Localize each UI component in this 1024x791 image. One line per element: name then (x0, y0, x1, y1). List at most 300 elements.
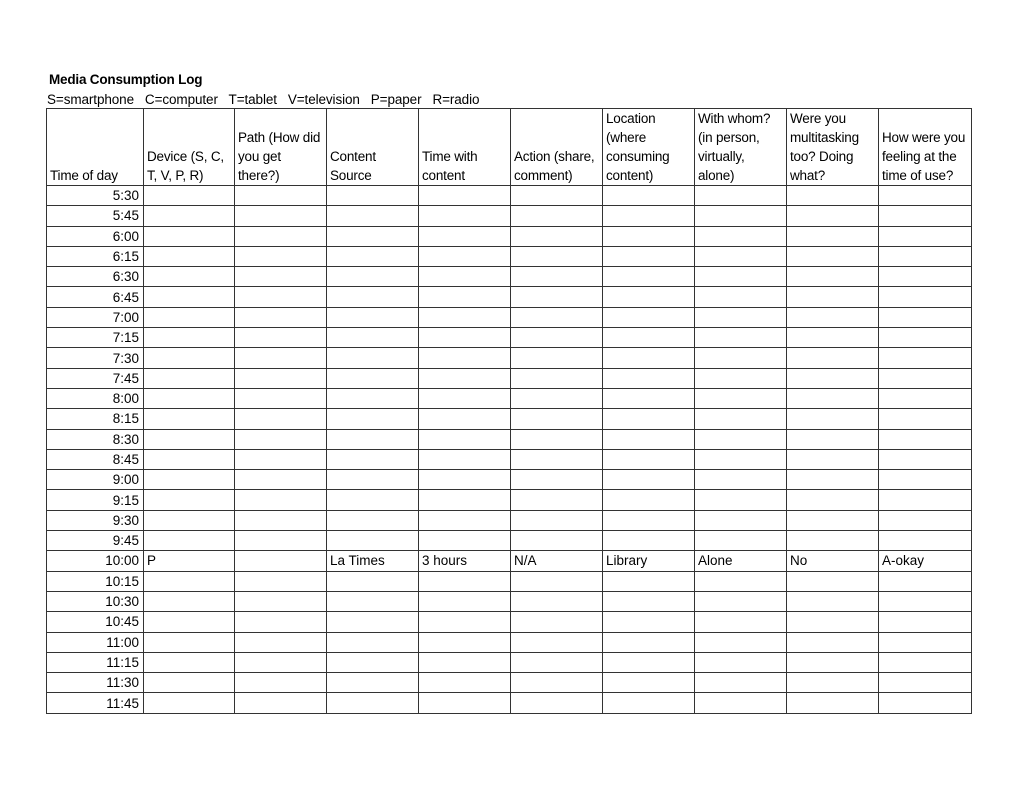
cell-location[interactable] (603, 510, 695, 530)
column-header-feeling: How were you feeling at the time of use? (879, 109, 972, 186)
table-row (47, 206, 972, 226)
table-row (47, 510, 972, 530)
cell-action[interactable] (511, 388, 603, 408)
table-row (47, 531, 972, 551)
cell-path[interactable] (235, 652, 327, 672)
cell-action[interactable] (511, 287, 603, 307)
cell-time-with-content[interactable] (419, 470, 511, 490)
cell-multitasking[interactable] (787, 226, 879, 246)
cell-path[interactable] (235, 510, 327, 530)
cell-time-of-day: 9:00 (47, 470, 144, 490)
cell-with-whom[interactable] (695, 267, 787, 287)
cell-action[interactable] (511, 693, 603, 713)
cell-content-source[interactable] (327, 470, 419, 490)
cell-device[interactable] (144, 693, 235, 713)
cell-time-of-day: 10:30 (47, 591, 144, 611)
cell-feeling[interactable] (879, 449, 972, 469)
cell-location[interactable] (603, 206, 695, 226)
cell-time-with-content[interactable] (419, 449, 511, 469)
table-row (47, 409, 972, 429)
cell-content-source[interactable] (327, 287, 419, 307)
cell-time-of-day: 11:30 (47, 673, 144, 693)
cell-action[interactable] (511, 348, 603, 368)
cell-device[interactable] (144, 531, 235, 551)
cell-multitasking[interactable] (787, 186, 879, 206)
cell-content-source[interactable] (327, 510, 419, 530)
cell-multitasking[interactable] (787, 206, 879, 226)
cell-time-of-day: 9:45 (47, 531, 144, 551)
cell-time-with-content[interactable] (419, 693, 511, 713)
table-row (47, 226, 972, 246)
column-header-action: Action (share, comment) (511, 109, 603, 186)
cell-time-of-day: 6:45 (47, 287, 144, 307)
cell-time-of-day: 6:00 (47, 226, 144, 246)
cell-with-whom[interactable] (695, 612, 787, 632)
cell-time-of-day: 9:30 (47, 510, 144, 530)
media-log-table (46, 108, 972, 714)
cell-feeling[interactable] (879, 368, 972, 388)
cell-feeling[interactable] (879, 632, 972, 652)
cell-path[interactable] (235, 449, 327, 469)
table-row (47, 307, 972, 327)
table-row (47, 449, 972, 469)
cell-device[interactable] (144, 429, 235, 449)
cell-multitasking[interactable] (787, 246, 879, 266)
cell-device[interactable] (144, 368, 235, 388)
cell-location[interactable] (603, 571, 695, 591)
cell-with-whom[interactable] (695, 490, 787, 510)
cell-path[interactable] (235, 267, 327, 287)
cell-content-source[interactable] (327, 267, 419, 287)
cell-action[interactable] (511, 470, 603, 490)
cell-device[interactable] (144, 490, 235, 510)
cell-with-whom[interactable] (695, 368, 787, 388)
cell-time-with-content[interactable] (419, 388, 511, 408)
cell-time-with-content[interactable] (419, 652, 511, 672)
cell-path[interactable] (235, 287, 327, 307)
cell-time-of-day: 11:00 (47, 632, 144, 652)
cell-time-with-content[interactable] (419, 591, 511, 611)
cell-with-whom[interactable] (695, 206, 787, 226)
cell-path[interactable] (235, 368, 327, 388)
cell-with-whom[interactable] (695, 388, 787, 408)
cell-content-source[interactable] (327, 226, 419, 246)
cell-path[interactable] (235, 206, 327, 226)
table-row (47, 287, 972, 307)
cell-device[interactable]: P (144, 551, 235, 571)
cell-device[interactable] (144, 328, 235, 348)
cell-multitasking[interactable]: No (787, 551, 879, 571)
cell-location[interactable] (603, 490, 695, 510)
cell-feeling[interactable] (879, 226, 972, 246)
column-header-path: Path (How did you get there?) (235, 109, 327, 186)
cell-time-with-content[interactable] (419, 287, 511, 307)
cell-feeling[interactable] (879, 409, 972, 429)
cell-feeling[interactable] (879, 287, 972, 307)
cell-feeling[interactable] (879, 612, 972, 632)
cell-device[interactable] (144, 470, 235, 490)
table-row (47, 551, 972, 571)
cell-action[interactable] (511, 267, 603, 287)
cell-path[interactable] (235, 612, 327, 632)
cell-multitasking[interactable] (787, 368, 879, 388)
cell-device[interactable] (144, 571, 235, 591)
cell-device[interactable] (144, 267, 235, 287)
cell-path[interactable] (235, 571, 327, 591)
cell-location[interactable] (603, 632, 695, 652)
cell-location[interactable] (603, 368, 695, 388)
cell-time-with-content[interactable] (419, 307, 511, 327)
table-row (47, 470, 972, 490)
cell-content-source[interactable] (327, 409, 419, 429)
cell-content-source[interactable] (327, 429, 419, 449)
cell-content-source[interactable] (327, 206, 419, 226)
cell-device[interactable] (144, 287, 235, 307)
cell-feeling[interactable] (879, 307, 972, 327)
cell-feeling[interactable] (879, 348, 972, 368)
cell-action[interactable] (511, 510, 603, 530)
cell-device[interactable] (144, 206, 235, 226)
cell-action[interactable] (511, 328, 603, 348)
cell-action[interactable] (511, 632, 603, 652)
cell-path[interactable] (235, 307, 327, 327)
cell-path[interactable] (235, 246, 327, 266)
cell-multitasking[interactable] (787, 307, 879, 327)
cell-location[interactable] (603, 388, 695, 408)
cell-time-of-day: 10:00 (47, 551, 144, 571)
cell-content-source[interactable] (327, 490, 419, 510)
column-header-multitasking: Were you multitasking too? Doing what? (787, 109, 879, 186)
cell-location[interactable] (603, 673, 695, 693)
cell-multitasking[interactable] (787, 287, 879, 307)
cell-action[interactable] (511, 368, 603, 388)
cell-device[interactable] (144, 388, 235, 408)
cell-time-of-day: 7:15 (47, 328, 144, 348)
cell-device[interactable] (144, 186, 235, 206)
table-row (47, 186, 972, 206)
cell-content-source[interactable] (327, 388, 419, 408)
cell-device[interactable] (144, 449, 235, 469)
cell-with-whom[interactable] (695, 226, 787, 246)
cell-path[interactable] (235, 632, 327, 652)
cell-device[interactable] (144, 673, 235, 693)
cell-with-whom[interactable] (695, 287, 787, 307)
cell-action[interactable] (511, 490, 603, 510)
cell-action[interactable] (511, 409, 603, 429)
cell-content-source[interactable] (327, 693, 419, 713)
cell-with-whom[interactable] (695, 348, 787, 368)
cell-content-source[interactable] (327, 246, 419, 266)
cell-action[interactable] (511, 673, 603, 693)
cell-action[interactable] (511, 531, 603, 551)
cell-multitasking[interactable] (787, 571, 879, 591)
cell-time-of-day: 11:15 (47, 652, 144, 672)
cell-content-source[interactable] (327, 652, 419, 672)
cell-action[interactable] (511, 429, 603, 449)
cell-time-with-content[interactable] (419, 348, 511, 368)
cell-location[interactable] (603, 307, 695, 327)
cell-action[interactable] (511, 206, 603, 226)
cell-time-with-content[interactable] (419, 612, 511, 632)
cell-path[interactable] (235, 470, 327, 490)
cell-time-with-content[interactable] (419, 571, 511, 591)
cell-content-source[interactable]: La Times (327, 551, 419, 571)
cell-device[interactable] (144, 510, 235, 530)
cell-path[interactable] (235, 551, 327, 571)
cell-feeling[interactable] (879, 510, 972, 530)
cell-time-with-content[interactable] (419, 409, 511, 429)
table-row (47, 571, 972, 591)
cell-path[interactable] (235, 591, 327, 611)
cell-device[interactable] (144, 307, 235, 327)
table-row (47, 368, 972, 388)
cell-path[interactable] (235, 490, 327, 510)
cell-feeling[interactable] (879, 267, 972, 287)
cell-multitasking[interactable] (787, 388, 879, 408)
cell-location[interactable] (603, 267, 695, 287)
cell-path[interactable] (235, 328, 327, 348)
column-header-location: Location (where consuming content) (603, 109, 695, 186)
cell-with-whom[interactable] (695, 429, 787, 449)
cell-with-whom[interactable] (695, 246, 787, 266)
cell-location[interactable] (603, 591, 695, 611)
cell-action[interactable] (511, 226, 603, 246)
cell-feeling[interactable] (879, 328, 972, 348)
cell-content-source[interactable] (327, 307, 419, 327)
cell-time-of-day: 6:30 (47, 267, 144, 287)
cell-time-of-day: 7:45 (47, 368, 144, 388)
cell-time-with-content[interactable] (419, 429, 511, 449)
cell-multitasking[interactable] (787, 348, 879, 368)
cell-device[interactable] (144, 652, 235, 672)
cell-content-source[interactable] (327, 328, 419, 348)
cell-device[interactable] (144, 632, 235, 652)
cell-path[interactable] (235, 673, 327, 693)
cell-time-with-content[interactable] (419, 206, 511, 226)
cell-action[interactable] (511, 186, 603, 206)
cell-time-of-day: 9:15 (47, 490, 144, 510)
cell-with-whom[interactable]: Alone (695, 551, 787, 571)
cell-content-source[interactable] (327, 449, 419, 469)
cell-location[interactable] (603, 348, 695, 368)
cell-multitasking[interactable] (787, 449, 879, 469)
cell-feeling[interactable]: A-okay (879, 551, 972, 571)
cell-multitasking[interactable] (787, 591, 879, 611)
cell-time-of-day: 5:30 (47, 186, 144, 206)
cell-time-of-day: 11:45 (47, 693, 144, 713)
cell-multitasking[interactable] (787, 693, 879, 713)
cell-content-source[interactable] (327, 186, 419, 206)
cell-with-whom[interactable] (695, 409, 787, 429)
cell-location[interactable] (603, 612, 695, 632)
cell-multitasking[interactable] (787, 652, 879, 672)
cell-with-whom[interactable] (695, 673, 787, 693)
cell-time-of-day: 8:30 (47, 429, 144, 449)
cell-path[interactable] (235, 226, 327, 246)
cell-content-source[interactable] (327, 348, 419, 368)
cell-action[interactable] (511, 449, 603, 469)
cell-multitasking[interactable] (787, 632, 879, 652)
cell-time-of-day: 8:45 (47, 449, 144, 469)
cell-action[interactable] (511, 591, 603, 611)
cell-location[interactable]: Library (603, 551, 695, 571)
cell-location[interactable] (603, 652, 695, 672)
cell-time-with-content[interactable] (419, 226, 511, 246)
cell-feeling[interactable] (879, 571, 972, 591)
cell-with-whom[interactable] (695, 632, 787, 652)
cell-time-of-day: 10:45 (47, 612, 144, 632)
cell-feeling[interactable] (879, 673, 972, 693)
cell-time-of-day: 8:15 (47, 409, 144, 429)
cell-time-with-content[interactable] (419, 632, 511, 652)
cell-feeling[interactable] (879, 490, 972, 510)
table-row (47, 632, 972, 652)
cell-multitasking[interactable] (787, 490, 879, 510)
table-row (47, 612, 972, 632)
column-header-time-of-day: Time of day (47, 109, 144, 186)
cell-with-whom[interactable] (695, 186, 787, 206)
cell-action[interactable] (511, 571, 603, 591)
cell-action[interactable] (511, 612, 603, 632)
table-row (47, 388, 972, 408)
cell-location[interactable] (603, 186, 695, 206)
cell-with-whom[interactable] (695, 571, 787, 591)
cell-device[interactable] (144, 226, 235, 246)
cell-path[interactable] (235, 409, 327, 429)
cell-time-with-content[interactable] (419, 531, 511, 551)
cell-feeling[interactable] (879, 652, 972, 672)
cell-with-whom[interactable] (695, 510, 787, 530)
cell-location[interactable] (603, 693, 695, 713)
cell-time-of-day: 7:30 (47, 348, 144, 368)
cell-feeling[interactable] (879, 206, 972, 226)
cell-multitasking[interactable] (787, 531, 879, 551)
cell-multitasking[interactable] (787, 409, 879, 429)
cell-location[interactable] (603, 470, 695, 490)
cell-action[interactable] (511, 652, 603, 672)
cell-path[interactable] (235, 531, 327, 551)
column-header-content-source: Content Source (327, 109, 419, 186)
cell-feeling[interactable] (879, 470, 972, 490)
table-row (47, 652, 972, 672)
cell-device[interactable] (144, 612, 235, 632)
cell-action[interactable] (511, 307, 603, 327)
cell-time-with-content[interactable] (419, 246, 511, 266)
cell-multitasking[interactable] (787, 612, 879, 632)
cell-location[interactable] (603, 328, 695, 348)
cell-action[interactable]: N/A (511, 551, 603, 571)
cell-location[interactable] (603, 429, 695, 449)
cell-location[interactable] (603, 409, 695, 429)
table-row (47, 673, 972, 693)
cell-device[interactable] (144, 409, 235, 429)
cell-location[interactable] (603, 287, 695, 307)
cell-time-with-content[interactable]: 3 hours (419, 551, 511, 571)
cell-time-with-content[interactable] (419, 673, 511, 693)
cell-path[interactable] (235, 388, 327, 408)
cell-with-whom[interactable] (695, 531, 787, 551)
column-header-device: Device (S, C, T, V, P, R) (144, 109, 235, 186)
cell-path[interactable] (235, 186, 327, 206)
cell-feeling[interactable] (879, 246, 972, 266)
cell-content-source[interactable] (327, 632, 419, 652)
cell-time-of-day: 7:00 (47, 307, 144, 327)
cell-time-of-day: 6:15 (47, 246, 144, 266)
cell-multitasking[interactable] (787, 429, 879, 449)
cell-content-source[interactable] (327, 612, 419, 632)
cell-with-whom[interactable] (695, 449, 787, 469)
cell-time-of-day: 5:45 (47, 206, 144, 226)
table-body (47, 186, 972, 714)
cell-time-with-content[interactable] (419, 490, 511, 510)
table-row (47, 693, 972, 713)
cell-feeling[interactable] (879, 429, 972, 449)
cell-location[interactable] (603, 531, 695, 551)
column-header-with-whom: With whom? (in person, virtually, alone) (695, 109, 787, 186)
cell-with-whom[interactable] (695, 652, 787, 672)
cell-time-with-content[interactable] (419, 368, 511, 388)
cell-multitasking[interactable] (787, 470, 879, 490)
cell-content-source[interactable] (327, 673, 419, 693)
cell-content-source[interactable] (327, 531, 419, 551)
cell-path[interactable] (235, 693, 327, 713)
table-row (47, 348, 972, 368)
cell-with-whom[interactable] (695, 328, 787, 348)
cell-time-with-content[interactable] (419, 186, 511, 206)
cell-time-with-content[interactable] (419, 267, 511, 287)
cell-multitasking[interactable] (787, 673, 879, 693)
table-row (47, 429, 972, 449)
cell-with-whom[interactable] (695, 693, 787, 713)
cell-content-source[interactable] (327, 368, 419, 388)
cell-content-source[interactable] (327, 591, 419, 611)
cell-multitasking[interactable] (787, 267, 879, 287)
table-row (47, 246, 972, 266)
cell-location[interactable] (603, 449, 695, 469)
cell-path[interactable] (235, 348, 327, 368)
cell-feeling[interactable] (879, 693, 972, 713)
column-header-time-with-content: Time with content (419, 109, 511, 186)
cell-location[interactable] (603, 246, 695, 266)
cell-with-whom[interactable] (695, 307, 787, 327)
cell-with-whom[interactable] (695, 470, 787, 490)
device-legend: S=smartphone C=computer T=tablet V=television P=paper R=radio (47, 92, 480, 107)
cell-multitasking[interactable] (787, 510, 879, 530)
cell-location[interactable] (603, 226, 695, 246)
cell-feeling[interactable] (879, 186, 972, 206)
cell-action[interactable] (511, 246, 603, 266)
cell-device[interactable] (144, 246, 235, 266)
cell-feeling[interactable] (879, 388, 972, 408)
cell-time-of-day: 10:15 (47, 571, 144, 591)
cell-device[interactable] (144, 591, 235, 611)
table-row (47, 591, 972, 611)
cell-time-with-content[interactable] (419, 328, 511, 348)
table-row (47, 267, 972, 287)
cell-content-source[interactable] (327, 571, 419, 591)
document-title: Media Consumption Log (49, 72, 203, 87)
cell-with-whom[interactable] (695, 591, 787, 611)
cell-multitasking[interactable] (787, 328, 879, 348)
cell-path[interactable] (235, 429, 327, 449)
cell-time-with-content[interactable] (419, 510, 511, 530)
cell-feeling[interactable] (879, 531, 972, 551)
cell-feeling[interactable] (879, 591, 972, 611)
table-row (47, 328, 972, 348)
cell-device[interactable] (144, 348, 235, 368)
header-row (47, 109, 972, 186)
cell-time-of-day: 8:00 (47, 388, 144, 408)
